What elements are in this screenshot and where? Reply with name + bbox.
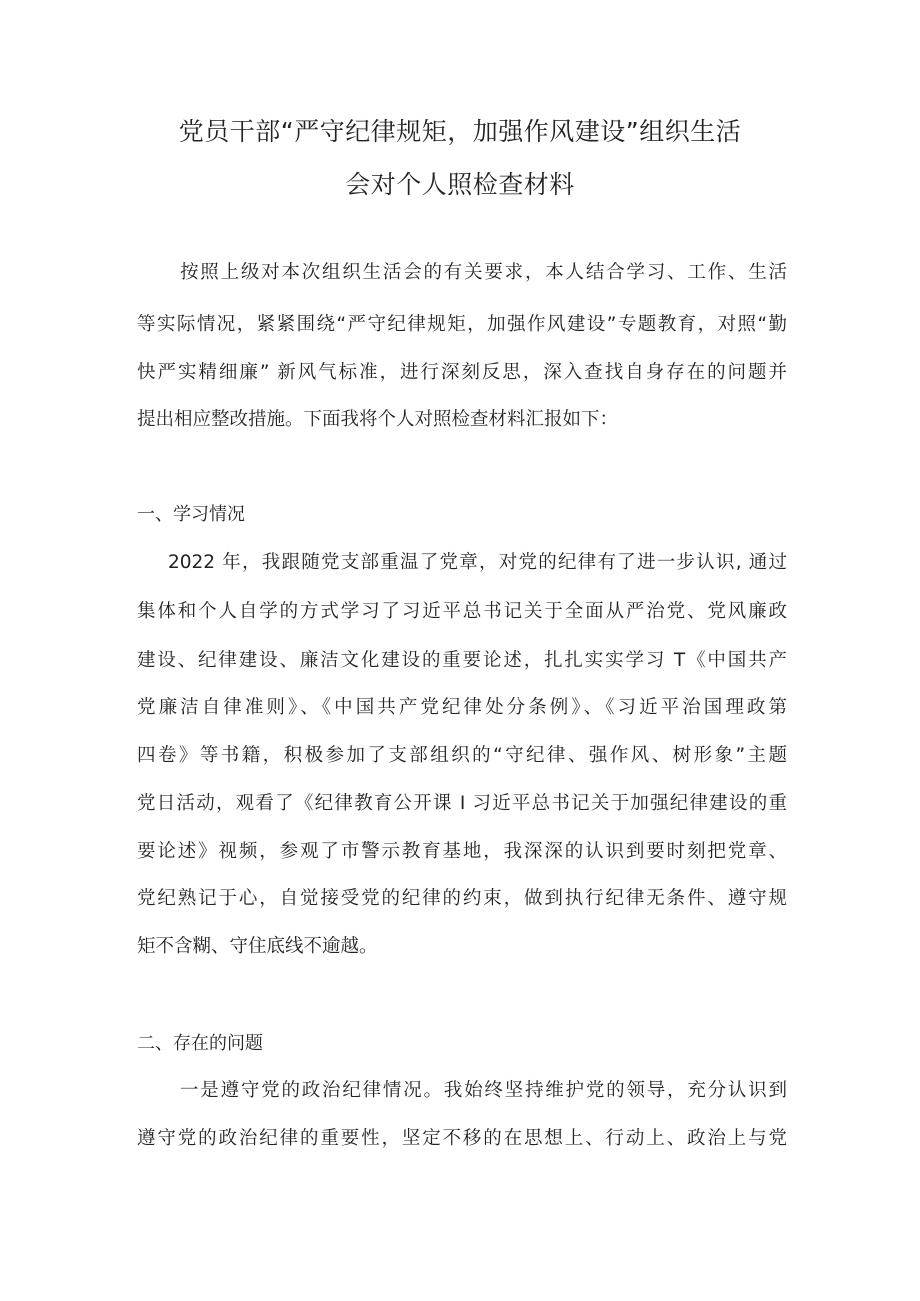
problems-line-1: 一是遵守党的政治纪律情况。我始终坚持维护党的领导，充分认识到: [180, 1080, 787, 1101]
study-line-7: 要论述》视频，参观了市警示教育基地，我深深的认识到要时刻把党章、: [137, 841, 787, 862]
section-heading-problems: 二、存在的问题: [137, 1033, 263, 1054]
document-title-line-2: 会对个人照检查材料: [345, 170, 575, 199]
section-heading-study: 一、学习情况: [137, 504, 245, 525]
intro-line-1: 按照上级对本次组织生活会的有关要求，本人结合学习、工作、生活: [180, 262, 787, 283]
intro-line-2: 等实际情况，紧紧围绕“严守纪律规矩，加强作风建设”专题教育，对照“勤: [137, 314, 787, 335]
study-line-4: 党廉洁自律准则》、《中国共产党纪律处分条例》、《习近平治国理政第: [137, 697, 787, 718]
problems-line-2: 遵守党的政治纪律的重要性，坚定不移的在思想上、行动上、政治上与党: [137, 1128, 787, 1149]
study-line-1: 2022 年，我跟随党支部重温了党章，对党的纪律有了进一步认识, 通过: [168, 552, 787, 573]
study-line-6: 党日活动，观看了《纪律教育公开课 I 习近平总书记关于加强纪律建设的重: [137, 793, 787, 814]
study-line-5: 四卷》等书籍，积极参加了支部组织的“守纪律、强作风、树形象”主题: [137, 745, 787, 766]
document-title-line-1: 党员干部“严守纪律规矩，加强作风建设”组织生活: [178, 117, 742, 146]
study-line-2: 集体和个人自学的方式学习了习近平总书记关于全面从严治党、党风廉政: [137, 601, 787, 622]
study-line-8: 党纪熟记于心，自觉接受党的纪律的约束，做到执行纪律无条件、遵守规: [137, 888, 787, 909]
study-line-3: 建设、纪律建设、廉洁文化建设的重要论述，扎扎实实学习 T《中国共产: [137, 650, 787, 671]
study-line-9: 矩不含糊、守住底线不逾越。: [137, 936, 378, 957]
intro-line-4: 提出相应整改措施。下面我将个人对照检查材料汇报如下：: [137, 409, 619, 430]
intro-line-3: 快严实精细廉” 新风气标准，进行深刻反思，深入查找自身存在的问题并: [137, 362, 787, 383]
